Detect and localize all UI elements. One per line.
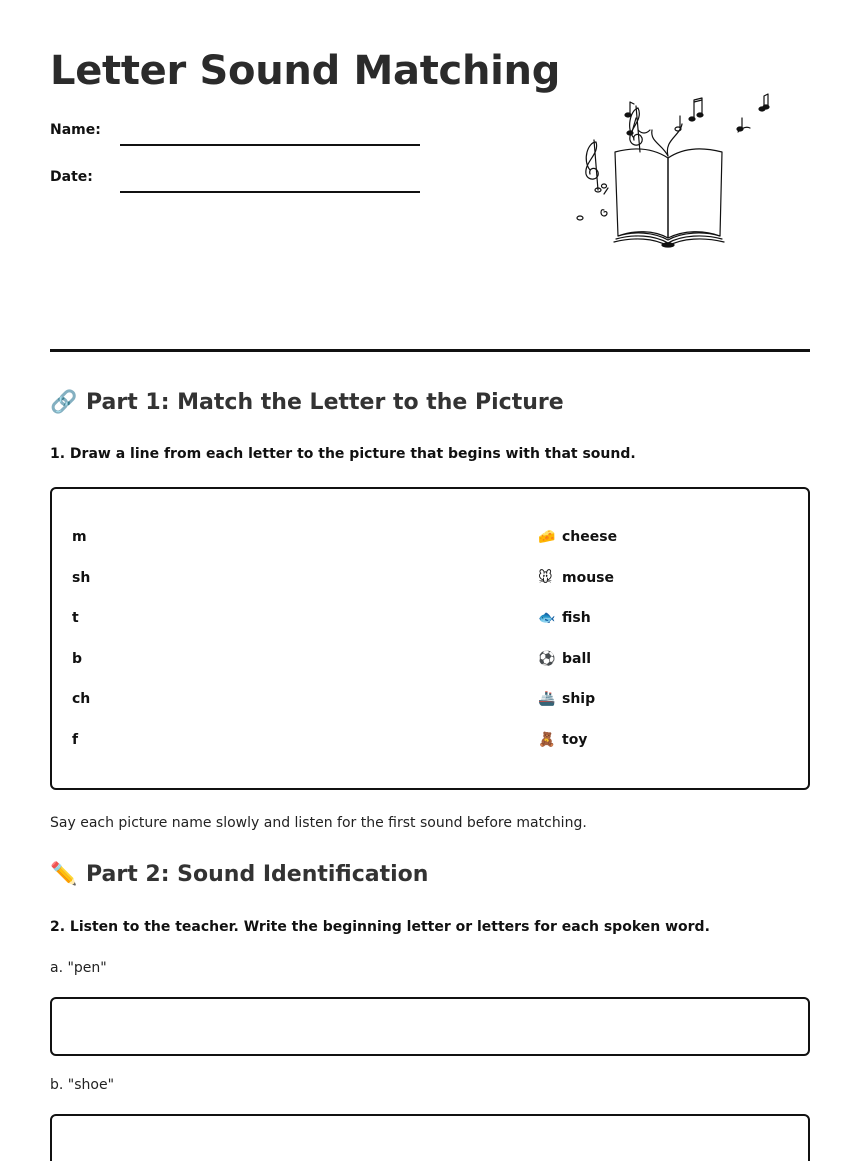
worksheet-title: Letter Sound Matching xyxy=(50,48,561,94)
letter-item[interactable]: ch xyxy=(72,691,91,708)
part2-heading-text: Part 2: Sound Identification xyxy=(86,862,429,887)
ship-icon: 🚢 xyxy=(538,691,556,708)
header-divider xyxy=(50,349,810,352)
letter-item[interactable]: m xyxy=(72,529,87,545)
name-write-line xyxy=(120,144,420,146)
picture-column xyxy=(538,529,617,773)
picture-item[interactable] xyxy=(538,651,617,692)
letter-item[interactable]: sh xyxy=(72,569,91,586)
picture-item[interactable] xyxy=(538,529,617,570)
picture-label: ball xyxy=(562,650,592,667)
picture-label: mouse xyxy=(562,569,615,586)
part1-heading xyxy=(50,390,564,415)
question-b-label: b. "shoe" xyxy=(50,1077,115,1093)
letter-item[interactable]: t xyxy=(72,610,79,627)
picture-item[interactable] xyxy=(538,610,617,651)
answer-box-b[interactable] xyxy=(50,1114,810,1161)
picture-item[interactable] xyxy=(538,691,617,732)
date-write-line xyxy=(120,191,420,193)
name-label: Name: xyxy=(50,122,101,138)
date-label: Date: xyxy=(50,169,93,185)
letter-item[interactable]: b xyxy=(72,650,83,667)
mouse-icon: 🐭 xyxy=(538,569,553,586)
cheese-icon: 🧀 xyxy=(538,529,556,545)
matching-box xyxy=(50,487,810,790)
picture-label: ship xyxy=(562,691,596,708)
picture-item[interactable] xyxy=(538,570,617,611)
part1-heading-text: Part 1: Match the Letter to the Picture xyxy=(86,390,564,415)
picture-label: cheese xyxy=(562,529,618,545)
matching-tip: Say each picture name slowly and listen for the first sound before matching. xyxy=(50,815,587,831)
answer-box-a[interactable] xyxy=(50,997,810,1056)
toy-icon: 🧸 xyxy=(538,731,556,748)
date-field xyxy=(50,165,430,189)
link-icon: 🔗 xyxy=(50,390,78,415)
letter-column xyxy=(72,529,90,773)
music-book-illustration xyxy=(570,90,770,250)
name-field xyxy=(50,118,430,142)
picture-label: fish xyxy=(562,610,591,627)
fish-icon: 🐟 xyxy=(538,610,556,627)
pencil-icon: ✏️ xyxy=(50,862,78,887)
part2-instruction: 2. Listen to the teacher. Write the beginning letter or letters for each spoken word. xyxy=(50,919,710,935)
picture-item[interactable] xyxy=(538,732,617,773)
question-a-label: a. "pen" xyxy=(50,960,107,976)
part1-instruction: 1. Draw a line from each letter to the picture that begins with that sound. xyxy=(50,446,636,462)
letter-item[interactable]: f xyxy=(72,731,79,748)
picture-label: toy xyxy=(562,731,588,748)
ball-icon: ⚽ xyxy=(538,650,556,667)
part2-heading xyxy=(50,862,428,887)
